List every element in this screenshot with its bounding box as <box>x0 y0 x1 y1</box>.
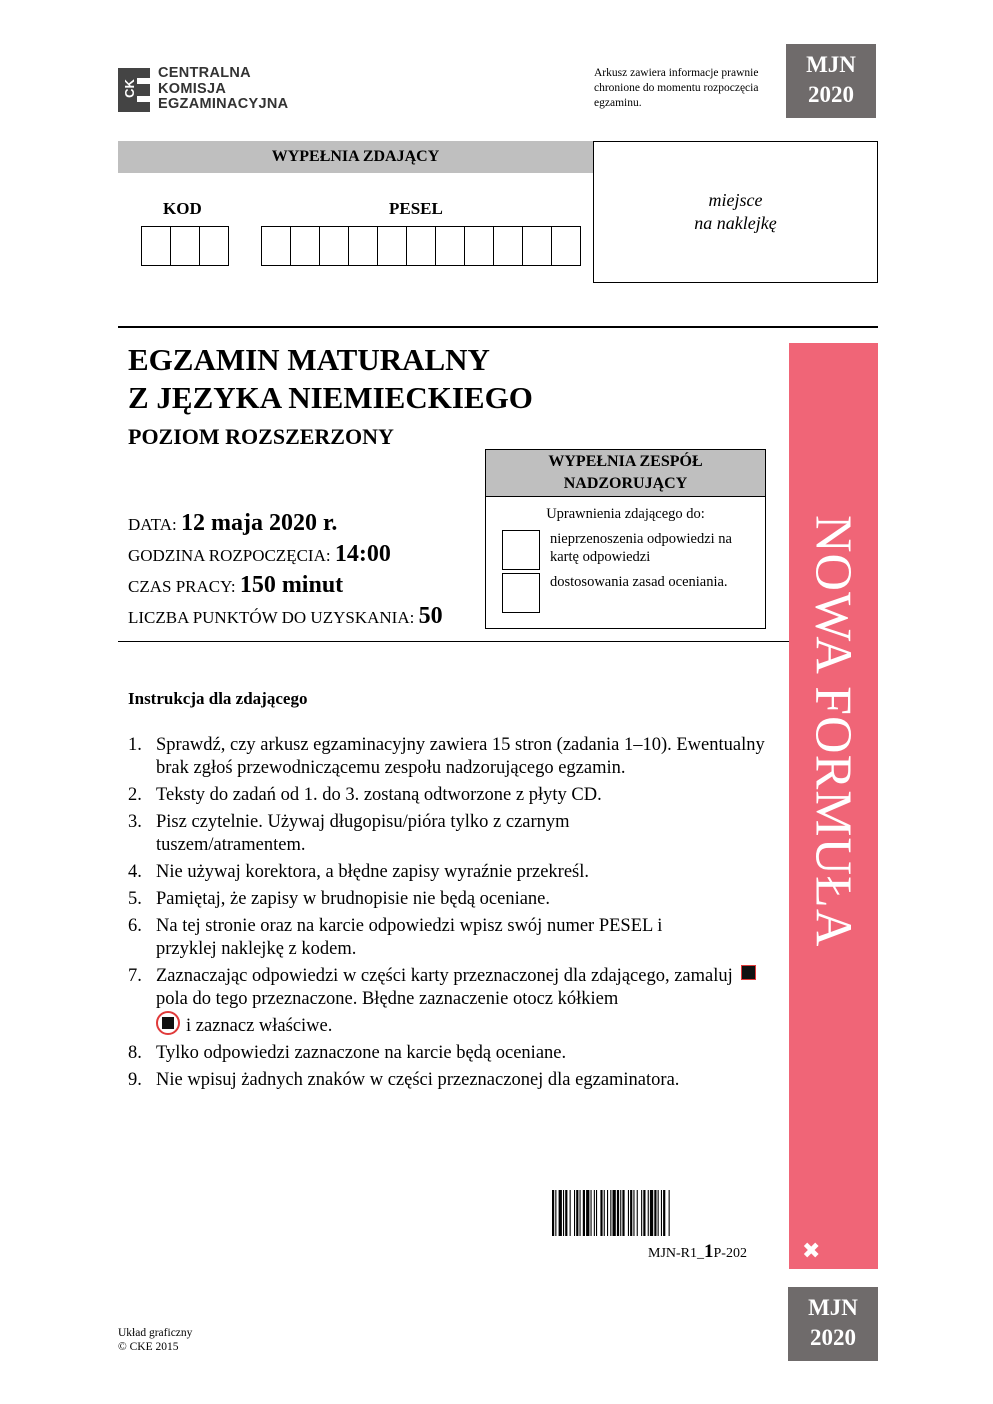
supervisors-header-line-2: NADZORUJĄCY <box>563 475 688 492</box>
logo-line-3: EGZAMINACYJNA <box>158 96 289 112</box>
supervisors-option-2 <box>502 573 750 613</box>
date-label: DATA: <box>128 515 177 534</box>
footer-line-2: © CKE 2015 <box>118 1341 179 1353</box>
option-1-checkbox[interactable] <box>502 530 540 570</box>
exam-points <box>128 603 443 630</box>
logo-line-1: CENTRALNA <box>158 65 251 81</box>
exam-code-bottom <box>788 1287 878 1361</box>
kod-cell[interactable] <box>171 227 200 265</box>
instructions-heading: Instrukcja dla zdającego <box>128 689 308 708</box>
confidentiality-notice: Arkusz zawiera informacje prawnie chronione do momentu rozpoczęcia egzaminu. <box>594 67 759 109</box>
time-value: 150 minut <box>239 572 344 598</box>
cke-logo-mark <box>118 68 150 112</box>
sticker-area <box>593 141 878 283</box>
barcode <box>552 1190 768 1236</box>
pesel-input-cells[interactable] <box>261 226 581 266</box>
pesel-cell[interactable] <box>378 227 407 265</box>
kod-cell[interactable] <box>142 227 171 265</box>
list-item: 6. Na tej stronie oraz na karcie odpowiedzi wpisz swój numer PESEL i przyklej naklejkę z kodem. <box>128 916 663 959</box>
exam-duration <box>128 572 343 599</box>
pesel-cell[interactable] <box>320 227 349 265</box>
barcode-label: MJN-R1_1P-202 <box>648 1241 747 1262</box>
supervisors-subtitle: Uprawnienia zdającego do: <box>546 506 705 522</box>
start-label: GODZINA ROZPOCZĘCIA: <box>128 546 331 565</box>
time-label: CZAS PRACY: <box>128 577 236 596</box>
list-item: 2. Teksty do zadań od 1. do 3. zostaną odtworzone z płyty CD. <box>128 785 602 805</box>
list-item: 9. Nie wpisuj żadnych znaków w części przeznaczonej dla egzaminatora. <box>128 1070 680 1090</box>
exam-code-top <box>786 44 876 118</box>
exam-code-top-year: 2020 <box>808 82 854 107</box>
cke-logo-text <box>158 66 288 113</box>
filled-box-icon <box>741 965 756 980</box>
logo-line-2: KOMISJA <box>158 80 227 97</box>
pesel-cell[interactable] <box>262 227 291 265</box>
supervisors-option-1 <box>502 530 750 570</box>
kod-cell[interactable] <box>200 227 228 265</box>
logo-mark-text: CK <box>121 79 137 98</box>
list-item: 5. Pamiętaj, że zapisy w brudnopisie nie będą oceniane. <box>128 889 551 909</box>
student-section-header: WYPEŁNIA ZDAJĄCY <box>118 141 593 173</box>
exam-code-bottom-year: 2020 <box>810 1325 856 1350</box>
instructions-list <box>128 734 768 1096</box>
exam-title <box>128 341 533 417</box>
exam-title-line-1: EGZAMIN MATURALNY <box>128 342 490 377</box>
exam-code-bottom-code: MJN <box>808 1295 858 1320</box>
option-2-checkbox[interactable] <box>502 573 540 613</box>
kod-input-cells[interactable] <box>141 226 229 266</box>
pesel-cell[interactable] <box>552 227 580 265</box>
footer-line-1: Układ graficzny <box>118 1327 193 1339</box>
list-item: 7. Zaznaczając odpowiedzi w części karty przeznaczonej dla zdającego, zamalujpola do tego przeznaczone. Błędne zaznaczenie otocz kółkiem i zaznacz właściwe. <box>128 965 768 1038</box>
sticker-line-1: miejsce <box>708 190 763 210</box>
pesel-cell[interactable] <box>436 227 465 265</box>
option-2-text: dostosowania zasad oceniania. <box>550 574 728 590</box>
list-item: 4. Nie używaj korektora, a błędne zapisy wyraźnie przekreśl. <box>128 862 590 882</box>
cross-icon: ✖ <box>802 1239 821 1264</box>
exam-level: POZIOM ROZSZERZONY <box>128 424 394 449</box>
option-1-text: nieprzenoszenia odpowiedzi na kartę odpowiedzi <box>550 531 732 565</box>
pesel-cell[interactable] <box>349 227 378 265</box>
divider-top <box>118 326 878 328</box>
points-label: LICZBA PUNKTÓW DO UZYSKANIA: <box>128 608 415 627</box>
pesel-label: PESEL <box>389 199 443 218</box>
date-value: 12 maja 2020 r. <box>180 510 338 536</box>
pesel-cell[interactable] <box>523 227 552 265</box>
list-item: 3. Pisz czytelnie. Używaj długopisu/pióra tylko z czarnym tuszem/atramentem. <box>128 812 570 855</box>
footer <box>118 1326 192 1354</box>
supervisors-header <box>486 450 765 497</box>
exam-code-top-code: MJN <box>806 52 856 77</box>
divider-middle <box>118 641 789 642</box>
start-value: 14:00 <box>334 541 391 567</box>
band-text: NOWA FORMUŁA <box>804 515 862 948</box>
pesel-cell[interactable] <box>494 227 523 265</box>
pesel-cell[interactable] <box>407 227 436 265</box>
points-value: 50 <box>418 603 443 629</box>
kod-label: KOD <box>163 199 202 218</box>
list-item: 1. Sprawdź, czy arkusz egzaminacyjny zawiera 15 stron (zadania 1–10). Ewentualny brak zgłoś przewodniczącemu zespołu nadzorującego egzamin. <box>128 735 765 778</box>
pesel-cell[interactable] <box>465 227 494 265</box>
sticker-line-2: na naklejkę <box>694 213 777 233</box>
list-item: 8. Tylko odpowiedzi zaznaczone na karcie będą oceniane. <box>128 1043 567 1063</box>
supervisors-header-line-1: WYPEŁNIA ZESPÓŁ <box>548 453 703 470</box>
supervisors-box <box>485 449 766 629</box>
pesel-cell[interactable] <box>291 227 320 265</box>
exam-start-time <box>128 541 391 568</box>
nowa-formula-band <box>789 343 878 1269</box>
exam-date <box>128 510 337 537</box>
circled-box-icon <box>156 1011 180 1035</box>
exam-title-line-2: Z JĘZYKA NIEMIECKIEGO <box>128 380 533 415</box>
